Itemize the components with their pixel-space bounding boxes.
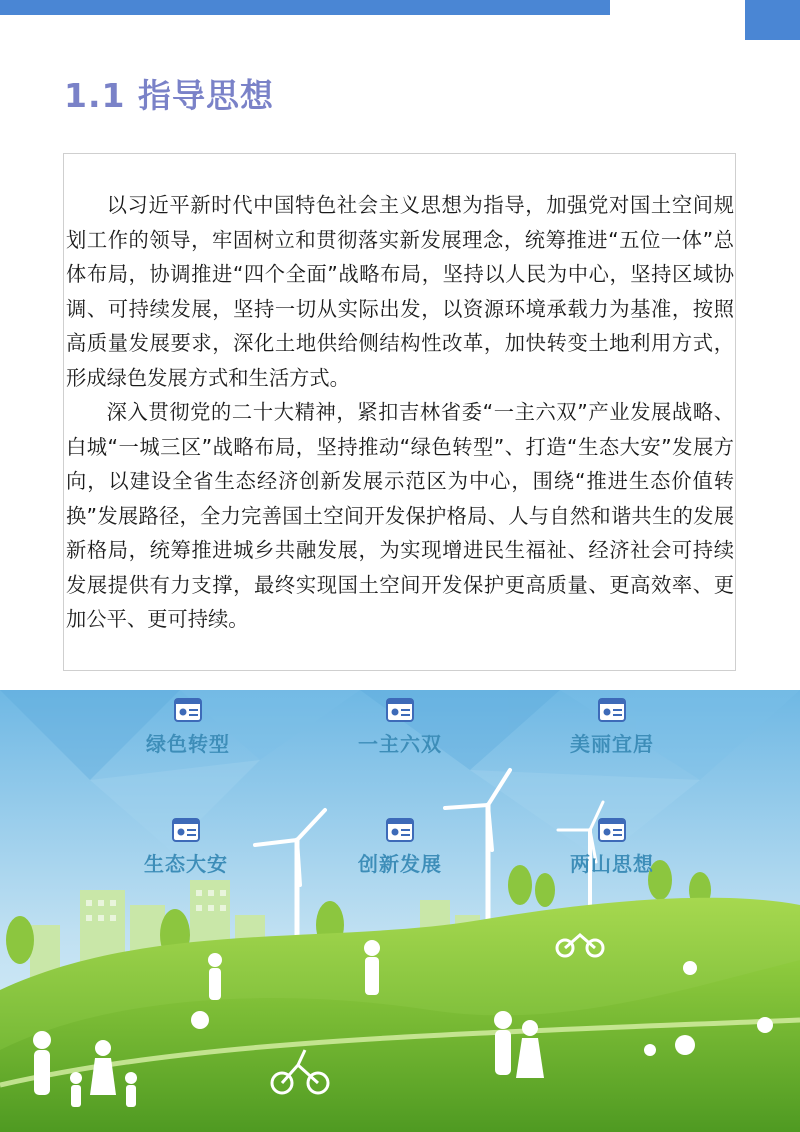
badge-label: 两山思想 xyxy=(570,852,654,876)
corner-accent-block xyxy=(745,0,800,40)
badge-label: 创新发展 xyxy=(358,852,442,876)
badge-label: 生态大安 xyxy=(144,852,228,876)
top-accent-bar xyxy=(0,0,610,15)
card-icon xyxy=(174,698,202,722)
card-icon xyxy=(386,818,414,842)
badge-two-mountains-thought xyxy=(532,818,692,877)
badge-innovative-development xyxy=(320,818,480,877)
badge-label: 绿色转型 xyxy=(146,732,230,756)
badge-label: 美丽宜居 xyxy=(570,732,654,756)
card-icon xyxy=(598,698,626,722)
badge-green-transition xyxy=(108,698,268,757)
paragraph-guiding-ideology: 以习近平新时代中国特色社会主义思想为指导，加强党对国土空间规划工作的领导，牢固树立和贯彻落实新发展理念，统筹推进“五位一体”总体布局，协调推进“四个全面”战略布局，坚持以人民为中心，坚持区域协调、可持续发展，坚持一切从实际出发，以资源环境承载力为基准，按照高质量发展要求，深化土地供给侧结构性改革，加快转变土地利用方式，形成绿色发展方式和生活方式。 xyxy=(66,193,734,390)
badge-beautiful-livable xyxy=(532,698,692,757)
badge-one-main-six-double xyxy=(320,698,480,757)
paragraph-development-direction: 深入贯彻党的二十大精神，紧扣吉林省委“一主六双”产业发展战略、白城“一城三区”战略布局，坚持推动“绿色转型”、打造“生态大安”发展方向，以建设全省生态经济创新发展示范区为中心，围绕“推进生态价值转换”发展路径，全力完善国土空间开发保护格局、人与自然和谐共生的发展新格局，统筹推进城乡共融发展，为实现增进民生福祉、经济社会可持续发展提供有力支撑，最终实现国土空间开发保护更高质量、更高效率、更加公平、更可持续。 xyxy=(66,400,734,631)
section-heading: 1.1 指导思想 xyxy=(64,76,274,115)
card-icon xyxy=(598,818,626,842)
badge-ecological-daan xyxy=(106,818,266,877)
badge-label: 一主六双 xyxy=(358,732,442,756)
card-icon xyxy=(386,698,414,722)
card-icon xyxy=(172,818,200,842)
eco-illustration xyxy=(0,690,800,1132)
